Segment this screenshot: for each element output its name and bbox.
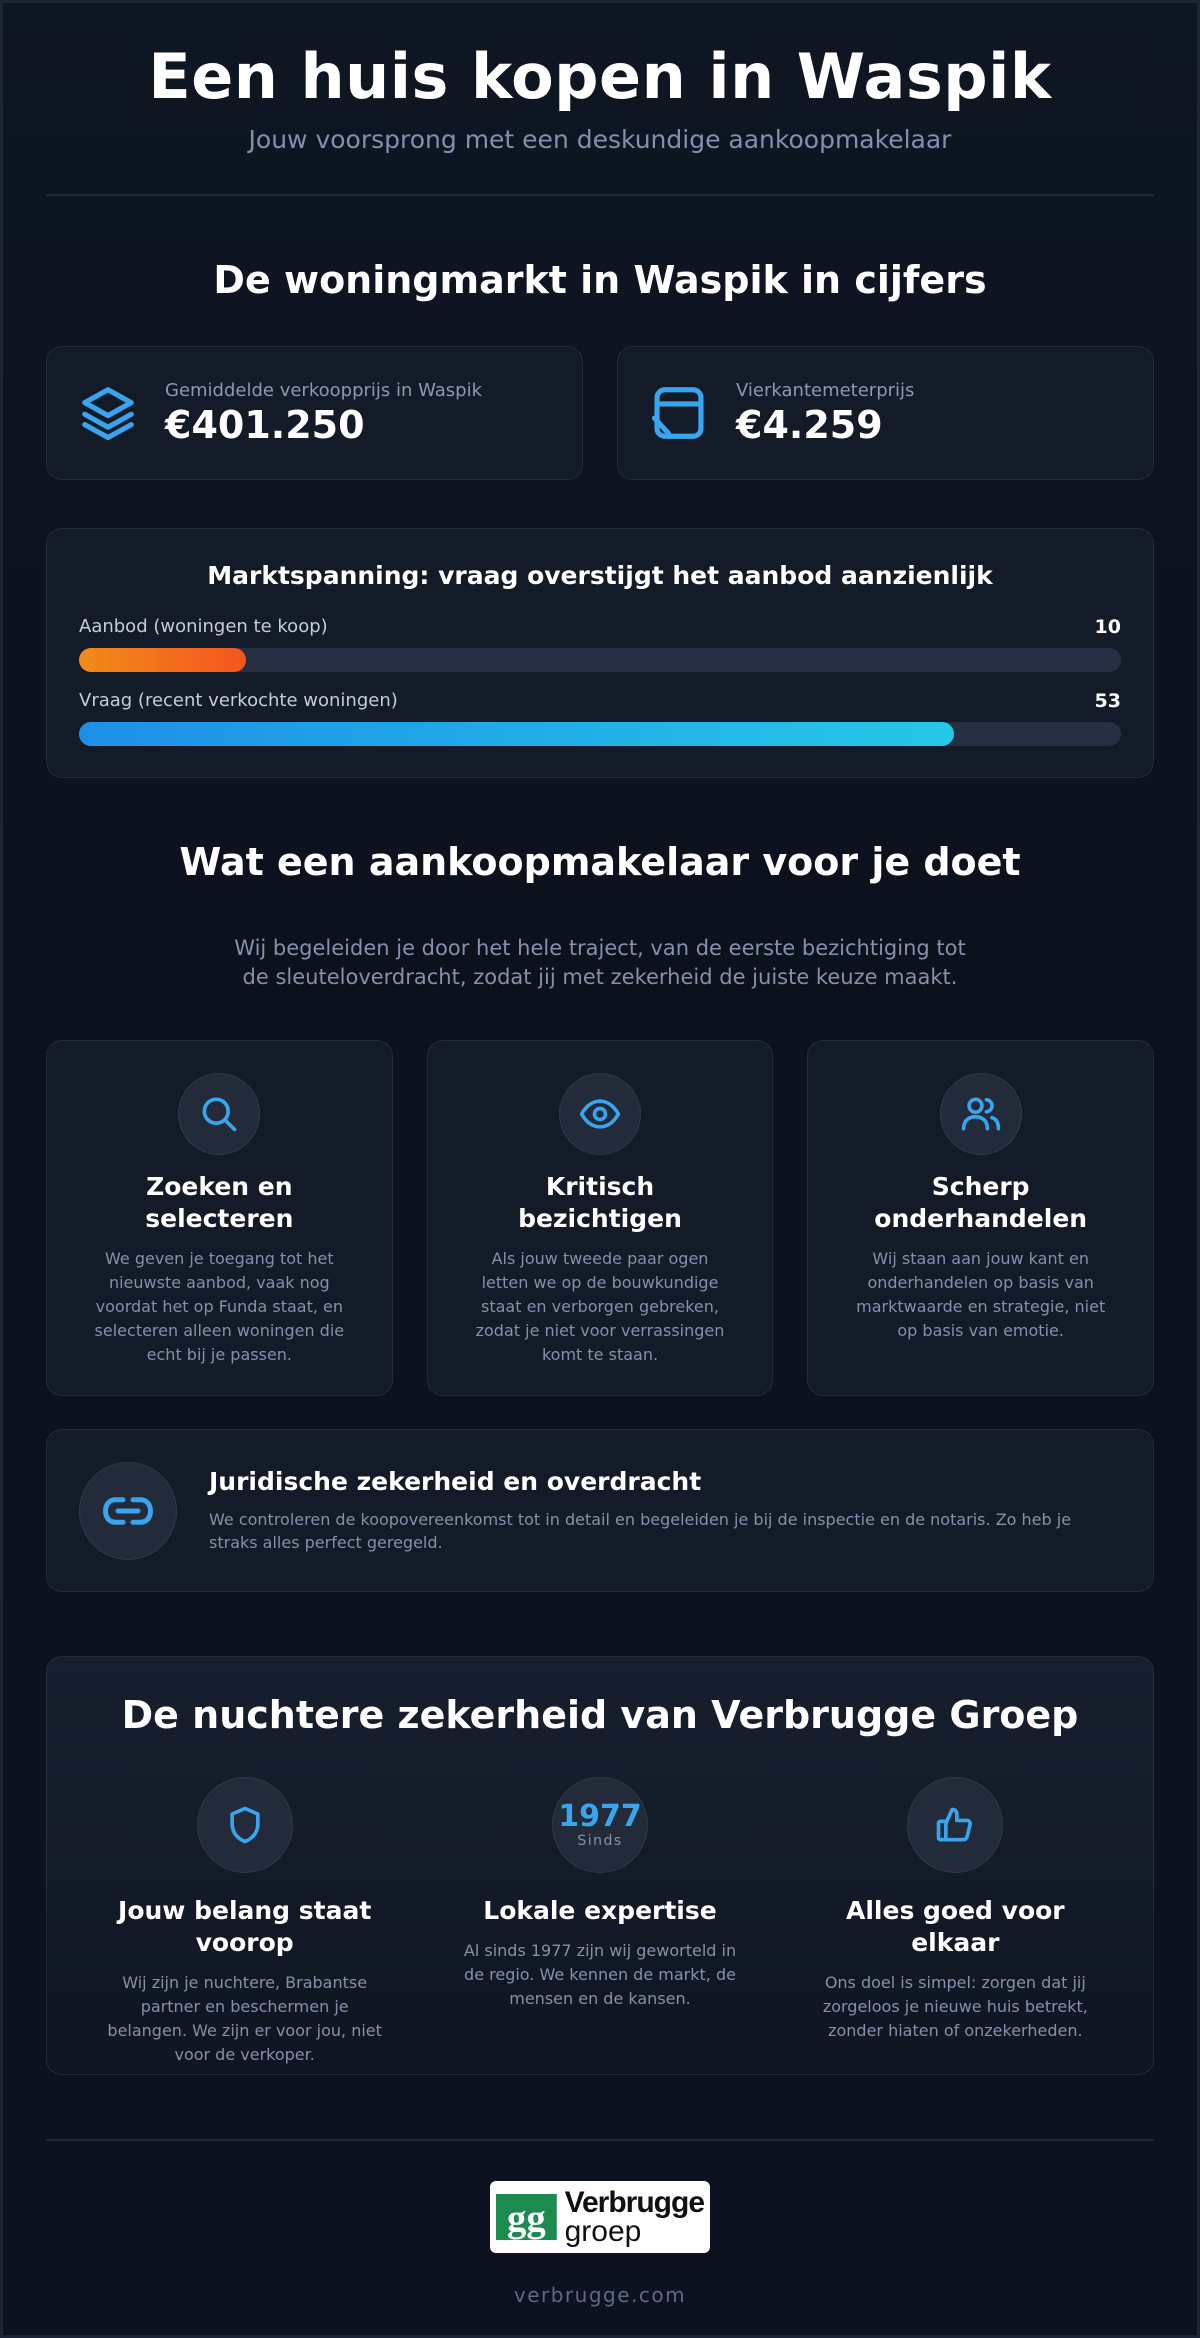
website-link[interactable]: verbrugge.com	[513, 2283, 687, 2307]
service-card-search	[46, 1040, 393, 1396]
sqm-price-label: Vierkantemeterprijs	[736, 379, 915, 401]
header	[3, 3, 1197, 154]
supply-bar-row	[79, 616, 1121, 672]
average-price-label: Gemiddelde verkoopprijs in Waspik	[165, 379, 483, 401]
trust-item-text: Wij zijn je nuchtere, Brabantse partner en beschermen je belangen. We zijn er voor jou, niet voor de verkoper.	[107, 1973, 382, 2064]
service-text: We geven je toegang tot het nieuwste aanbod, vaak nog voordat het op Funda staat, en selecteren alleen woningen die echt bij je passen.	[94, 1249, 345, 1364]
trust-card	[46, 1656, 1154, 2075]
supply-value: 10	[1094, 616, 1121, 638]
services-intro: Wij begeleiden je door het hele traject, van de eerste bezichtiging tot de sleuteloverdracht, zodat jij met zekerheid de juiste keuze maakt.	[234, 936, 966, 989]
layers-icon	[77, 382, 139, 444]
service-text: Wij staan aan jouw kant en onderhandelen op basis van marktwaarde en strategie, niet op basis van emotie.	[856, 1249, 1106, 1340]
trust-title: De nuchtere zekerheid van Verbrugge Groep	[121, 1693, 1079, 1737]
since-label: Sinds	[577, 1833, 623, 1849]
verbrugge-logo[interactable]	[490, 2181, 710, 2253]
market-tension-card	[46, 528, 1154, 778]
since-year: 1977	[558, 1799, 642, 1834]
trust-item-text: Ons doel is simpel: zorgen dat jij zorgeloos je nieuwe huis betrekt, zonder hiaten of onzekerheden.	[822, 1973, 1088, 2040]
demand-value: 53	[1094, 690, 1121, 712]
footer	[3, 2141, 1197, 2307]
svg-text:gg: gg	[507, 2197, 546, 2240]
page-subtitle: Jouw voorsprong met een deskundige aankoopmakelaar	[248, 125, 952, 154]
eye-icon	[559, 1073, 641, 1155]
supply-label: Aanbod (woningen te koop)	[79, 616, 328, 637]
legal-title: Juridische zekerheid en overdracht	[209, 1467, 702, 1496]
legal-text: We controleren de koopovereenkomst tot in detail en begeleiden je bij de inspectie en de notaris. Zo heb je straks alles perfect geregeld.	[209, 1510, 1072, 1552]
divider	[46, 194, 1154, 196]
services-section-title: Wat een aankoopmakelaar voor je doet	[179, 840, 1021, 884]
average-price-card	[46, 346, 583, 480]
market-stats	[46, 346, 1154, 480]
shield-icon	[197, 1777, 293, 1873]
service-card-viewing	[427, 1040, 774, 1396]
sqm-price-value: €4.259	[736, 402, 883, 447]
service-title: Zoeken en selecteren	[145, 1172, 294, 1233]
trust-item-title: Lokale expertise	[483, 1896, 717, 1925]
window-icon	[648, 382, 710, 444]
demand-track	[79, 722, 1121, 746]
service-title: Scherp onderhandelen	[874, 1172, 1088, 1233]
logo-word-2: groep	[564, 2215, 642, 2248]
demand-fill	[79, 722, 954, 746]
service-card-negotiate	[807, 1040, 1154, 1396]
link-icon	[79, 1462, 177, 1560]
trust-item-expertise	[422, 1777, 777, 2067]
trust-item-title: Jouw belang staat voorop	[118, 1896, 372, 1957]
logo-word-1: Verbrugge	[564, 2186, 704, 2219]
users-icon	[940, 1073, 1022, 1155]
trust-item-care	[778, 1777, 1133, 2067]
sqm-price-card	[617, 346, 1154, 480]
search-icon	[178, 1073, 260, 1155]
legal-card	[46, 1429, 1154, 1592]
market-tension-title: Marktspanning: vraag overstijgt het aanbod aanzienlijk	[207, 561, 993, 590]
demand-bar-row	[79, 690, 1121, 746]
market-section-title: De woningmarkt in Waspik in cijfers	[213, 258, 987, 302]
logo-mark-icon	[496, 2188, 559, 2246]
service-text: Als jouw tweede paar ogen letten we op de bouwkundige staat en verborgen gebreken, zodat je niet voor verrassingen komt te staan.	[475, 1249, 725, 1364]
trust-item-text: Al sinds 1977 zijn wij geworteld in de regio. We kennen de markt, de mensen en de kansen.	[463, 1941, 737, 2008]
service-title: Kritisch bezichtigen	[518, 1172, 682, 1233]
trust-item-title: Alles goed voor elkaar	[846, 1896, 1065, 1957]
trust-item-interest	[67, 1777, 422, 2067]
demand-label: Vraag (recent verkochte woningen)	[79, 690, 398, 711]
page-title: Een huis kopen in Waspik	[148, 40, 1052, 113]
service-cards	[46, 1040, 1154, 1396]
since-badge	[552, 1777, 648, 1873]
supply-fill	[79, 648, 246, 672]
average-price-value: €401.250	[165, 402, 365, 447]
thumbs-up-icon	[907, 1777, 1003, 1873]
supply-track	[79, 648, 1121, 672]
